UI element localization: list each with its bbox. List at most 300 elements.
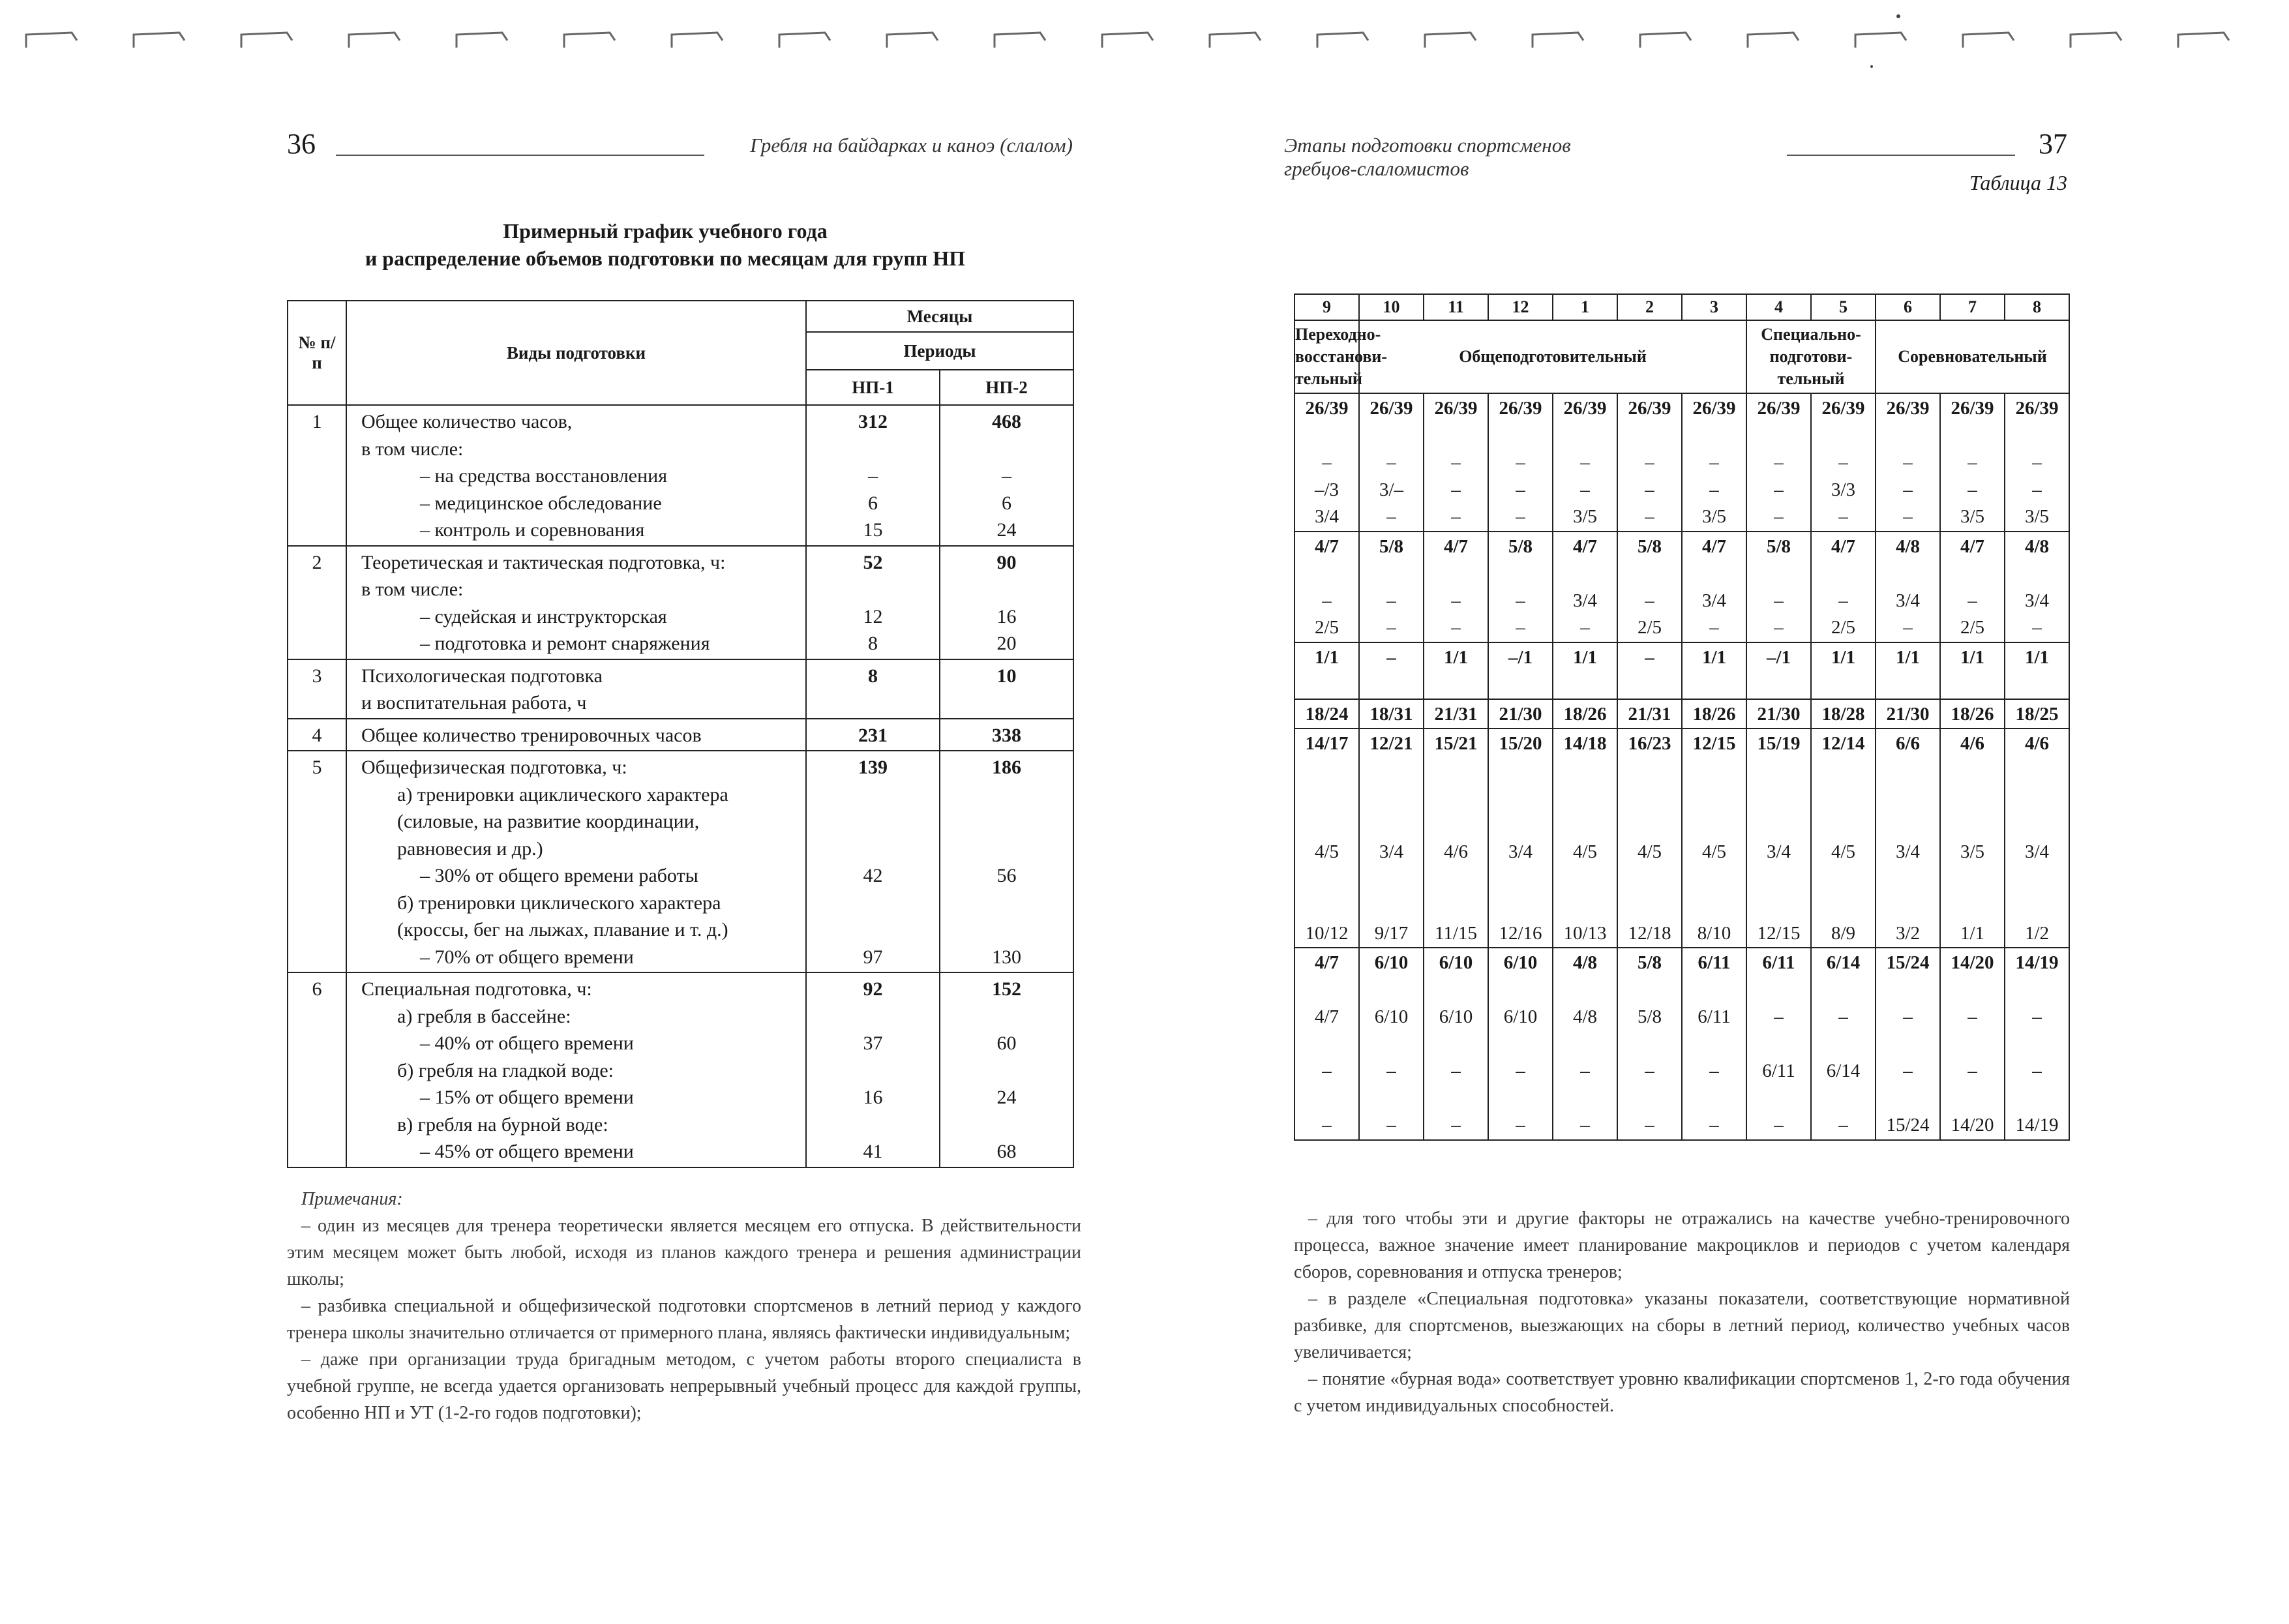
cell-value — [1424, 893, 1488, 920]
row-number: 2 — [288, 546, 346, 659]
cell-value — [2005, 785, 2069, 812]
header-np1: НП-1 — [806, 370, 940, 405]
month-cell — [1811, 642, 1876, 699]
np2-value: 16 — [996, 605, 1017, 627]
cell-value — [1747, 423, 1810, 450]
np2-value — [940, 916, 1073, 944]
cell-value — [1876, 1031, 1939, 1059]
cell-value: 12/18 — [1628, 922, 1671, 944]
month-header: 5 — [1811, 294, 1876, 320]
cell-value: – — [1451, 617, 1461, 638]
np2-values — [940, 751, 1073, 972]
month-cell — [1617, 532, 1682, 642]
cell-value — [1424, 423, 1488, 450]
month-cell — [1488, 699, 1553, 729]
cell-value: – — [2032, 617, 2042, 638]
cell-value: – — [1967, 1060, 1977, 1081]
cell-value — [1747, 1031, 1810, 1059]
cell-value: 4/8 — [2024, 535, 2050, 557]
month-cell — [1617, 642, 1682, 699]
note-left-2: – разбивка специальной и общефизической подготовки спортсменов в летний период у каждого тренера школы значительно отличается от примерного плана, являясь фактически индивидуальным; — [287, 1296, 1081, 1343]
cell-value — [1941, 1031, 2004, 1059]
cell-value — [1489, 423, 1552, 450]
cell-value: – — [1645, 590, 1654, 611]
cell-value: – — [1838, 452, 1848, 473]
cell-value — [1489, 1031, 1552, 1059]
cell-value: – — [1645, 646, 1654, 668]
cell-value: 4/5 — [1701, 841, 1727, 862]
cell-value: – — [1774, 617, 1784, 638]
month-cell — [1617, 393, 1682, 532]
cell-value: 5/8 — [1379, 535, 1404, 557]
cell-value: 6/14 — [1826, 952, 1861, 973]
month-cell — [1424, 642, 1488, 699]
cell-value — [1360, 671, 1423, 699]
month-cell — [1294, 532, 1359, 642]
cell-value: 5/8 — [1637, 1006, 1662, 1027]
cell-value: – — [1774, 452, 1784, 473]
month-cell — [1811, 729, 1876, 948]
cell-value: 3/4 — [1508, 841, 1533, 862]
cell-value — [1683, 893, 1746, 920]
header-num: № п/п — [288, 301, 346, 405]
cell-value — [1553, 812, 1617, 839]
monthly-distribution-table — [1294, 293, 2070, 1141]
cell-value: – — [1322, 452, 1332, 473]
row-number: 4 — [288, 719, 346, 751]
cell-value: 14/20 — [1951, 952, 1994, 973]
cell-value: – — [1386, 617, 1396, 638]
cell-value: 2/5 — [1831, 617, 1856, 638]
month-cell — [1294, 948, 1359, 1140]
cell-value: 6/14 — [1826, 1060, 1861, 1081]
cell-value: 4/7 — [1831, 535, 1856, 557]
month-cell — [2005, 532, 2069, 642]
cell-value: 21/30 — [1757, 703, 1801, 725]
np2-value — [940, 1111, 1073, 1139]
cell-value — [1295, 812, 1358, 839]
cell-value: – — [1838, 506, 1848, 527]
cell-value: 4/5 — [1831, 841, 1856, 862]
row-description — [346, 659, 806, 719]
cell-value: 4/7 — [1314, 952, 1339, 973]
cell-value — [1747, 1085, 1810, 1113]
cell-value: – — [1386, 506, 1396, 527]
cell-value — [1424, 758, 1488, 785]
cell-value: 14/19 — [2015, 952, 2059, 973]
cell-value — [1876, 977, 1939, 1004]
cell-value: 12/15 — [1692, 733, 1736, 754]
cell-value — [1876, 785, 1939, 812]
cell-value — [2005, 893, 2069, 920]
cell-value — [2005, 977, 2069, 1004]
cell-value: 3/5 — [1572, 506, 1598, 527]
cell-value — [1553, 1031, 1617, 1059]
np2-value: 90 — [996, 551, 1017, 573]
month-cell — [1746, 642, 1811, 699]
row-description — [346, 546, 806, 659]
table-title-line-1: Примерный график учебного года — [503, 219, 828, 243]
cell-value: – — [1645, 1060, 1654, 1081]
block-row — [1294, 699, 2069, 729]
np1-value: 37 — [863, 1032, 883, 1054]
cell-value: 8/9 — [1831, 922, 1856, 944]
cell-value — [1683, 812, 1746, 839]
cell-value: – — [1709, 452, 1719, 473]
cell-value — [1360, 1031, 1423, 1059]
np2-value — [940, 808, 1073, 835]
cell-value — [1876, 758, 1939, 785]
cell-value — [1360, 423, 1423, 450]
cell-value — [1553, 893, 1617, 920]
month-cell — [1359, 699, 1424, 729]
table-row — [288, 719, 1073, 751]
period-header: Общеподготовительный — [1359, 320, 1746, 393]
cell-value — [1747, 893, 1810, 920]
cell-value: 21/31 — [1434, 703, 1478, 725]
cell-value: 2/5 — [1314, 617, 1339, 638]
cell-value — [1812, 1085, 1875, 1113]
cell-value — [1941, 671, 2004, 699]
cell-value: – — [1709, 617, 1719, 638]
cell-value: – — [1322, 1060, 1332, 1081]
row-line: Общее количество тренировочных часов — [361, 724, 702, 746]
cell-value: 3/5 — [1960, 506, 1985, 527]
cell-value: – — [2032, 1006, 2042, 1027]
np2-values — [940, 546, 1073, 659]
cell-value: 18/25 — [2015, 703, 2059, 725]
cell-value: 8/10 — [1697, 922, 1731, 944]
cell-value — [1876, 560, 1939, 588]
cell-value — [1876, 866, 1939, 894]
month-cell — [1294, 393, 1359, 532]
cell-value — [1360, 977, 1423, 1004]
cell-value — [1747, 560, 1810, 588]
cell-value: – — [1580, 1060, 1590, 1081]
month-header: 10 — [1359, 294, 1424, 320]
cell-value: 15/24 — [1886, 952, 1930, 973]
cell-value: 9/17 — [1374, 922, 1409, 944]
cell-value: 6/10 — [1439, 952, 1473, 973]
period-header: Соревновательный — [1876, 320, 2069, 393]
row-line: Теоретическая и тактическая подготовка, ч: — [361, 551, 726, 573]
cell-value — [1360, 812, 1423, 839]
cell-value: – — [1580, 479, 1590, 500]
cell-value: 26/39 — [1563, 398, 1607, 419]
month-header: 11 — [1424, 294, 1488, 320]
month-cell — [1746, 393, 1811, 532]
running-head-left: Гребля на байдарках и каноэ (слалом) — [750, 134, 1073, 157]
cell-value: – — [1516, 1115, 1525, 1135]
row-line: – 40% от общего времени — [420, 1032, 634, 1054]
month-cell — [1746, 729, 1811, 948]
np1-value: 97 — [863, 946, 883, 968]
cell-value: 2/5 — [1637, 617, 1662, 638]
month-cell — [1359, 948, 1424, 1140]
block-row — [1294, 948, 2069, 1140]
cell-value: 26/39 — [1757, 398, 1801, 419]
np1-value: 139 — [858, 757, 888, 778]
cell-value — [1941, 866, 2004, 894]
cell-value: – — [1516, 1060, 1525, 1081]
month-cell — [1682, 729, 1746, 948]
np2-value — [940, 576, 1073, 603]
cell-value: – — [1386, 452, 1396, 473]
cell-value — [1553, 560, 1617, 588]
cell-value: 6/11 — [1698, 952, 1731, 973]
cell-value — [1941, 785, 2004, 812]
page-number-left: 36 — [287, 128, 316, 160]
cell-value — [1553, 671, 1617, 699]
month-cell — [1359, 393, 1424, 532]
np2-value — [940, 835, 1073, 863]
cell-value: 4/5 — [1572, 841, 1598, 862]
month-cell — [1746, 699, 1811, 729]
cell-value — [1812, 560, 1875, 588]
month-cell — [1682, 948, 1746, 1140]
cell-value — [1683, 671, 1746, 699]
np1-value: 8 — [868, 665, 878, 687]
cell-value — [1489, 977, 1552, 1004]
np2-values — [940, 719, 1073, 751]
np2-value: – — [1002, 465, 1011, 487]
cell-value — [2005, 812, 2069, 839]
cell-value: – — [1967, 452, 1977, 473]
cell-value — [1747, 977, 1810, 1004]
cell-value: 6/10 — [1503, 952, 1538, 973]
month-cell — [1876, 948, 1940, 1140]
cell-value — [1876, 671, 1939, 699]
np1-value: 92 — [863, 978, 883, 1000]
cell-value: – — [1709, 1060, 1719, 1081]
note-right-1: – для того чтобы эти и другие факторы не отражались на качестве учебно-тренировочного процесса, важное значение имеет планирование макроциклов и периодов с учетом календаря сборов, соревнования и отпуска тренеров; — [1294, 1209, 2070, 1282]
np1-value — [807, 835, 939, 863]
cell-value: – — [1322, 590, 1332, 611]
cell-value — [1683, 977, 1746, 1004]
row-line: Общее количество часов, — [361, 411, 573, 432]
month-cell — [1940, 642, 2005, 699]
cell-value — [1618, 671, 1681, 699]
month-cell — [1940, 393, 2005, 532]
cell-value: – — [1516, 506, 1525, 527]
month-cell — [1488, 532, 1553, 642]
np1-values — [806, 972, 940, 1167]
cell-value — [1553, 866, 1617, 894]
cell-value: 3/4 — [1895, 841, 1921, 862]
cell-value: 15/24 — [1886, 1115, 1930, 1135]
cell-value: 18/26 — [1563, 703, 1607, 725]
cell-value — [1683, 1031, 1746, 1059]
cell-value: – — [2032, 452, 2042, 473]
np2-value: 130 — [992, 946, 1021, 968]
np1-value: 52 — [863, 551, 883, 573]
header-np2: НП-2 — [940, 370, 1073, 405]
month-cell — [1294, 729, 1359, 948]
month-cell — [1488, 729, 1553, 948]
cell-value: 1/1 — [1443, 646, 1469, 668]
cell-value — [1360, 560, 1423, 588]
cell-value — [2005, 1031, 2069, 1059]
cell-value: 4/7 — [1314, 535, 1339, 557]
cell-value — [1941, 812, 2004, 839]
cell-value — [1553, 785, 1617, 812]
cell-value: 15/21 — [1434, 733, 1478, 754]
table-row — [288, 659, 1073, 719]
np1-value: 15 — [863, 519, 883, 541]
np1-value — [807, 576, 939, 603]
row-line: в) гребля на бурной воде: — [397, 1113, 608, 1135]
cell-value — [2005, 758, 2069, 785]
cell-value — [1812, 671, 1875, 699]
cell-value: 12/16 — [1499, 922, 1542, 944]
np2-value: 468 — [992, 411, 1021, 432]
cell-value — [1876, 423, 1939, 450]
cell-value — [1360, 866, 1423, 894]
np2-values — [940, 972, 1073, 1167]
cell-value — [1489, 560, 1552, 588]
np1-value: – — [868, 465, 878, 487]
cell-value: – — [1709, 1115, 1719, 1135]
cell-value: 3/4 — [1314, 506, 1339, 527]
cell-value — [1424, 977, 1488, 1004]
cell-value: – — [1967, 479, 1977, 500]
cell-value: 14/19 — [2015, 1115, 2059, 1135]
cell-value: 26/39 — [1951, 398, 1994, 419]
cell-value: 3/5 — [1701, 506, 1727, 527]
row-line: а) гребля в бассейне: — [397, 1005, 571, 1027]
cell-value: 6/11 — [1762, 1060, 1795, 1081]
cell-value: 26/39 — [2015, 398, 2059, 419]
running-head-right: Этапы подготовки спортсменов гребцов-слаломистов — [1284, 134, 1571, 180]
cell-value — [1683, 758, 1746, 785]
cell-value — [1812, 758, 1875, 785]
month-header: 4 — [1746, 294, 1811, 320]
cell-value: – — [1903, 479, 1913, 500]
np1-value: 6 — [868, 492, 878, 514]
cell-value — [1295, 758, 1358, 785]
cell-value: 14/20 — [1951, 1115, 1994, 1135]
np1-value: 12 — [863, 605, 883, 627]
month-header: 8 — [2005, 294, 2069, 320]
cell-value — [1683, 423, 1746, 450]
cell-value: 6/10 — [1439, 1006, 1473, 1027]
cell-value: 4/8 — [1572, 1006, 1598, 1027]
cell-value: – — [1386, 590, 1396, 611]
cell-value — [1812, 977, 1875, 1004]
cell-value: 26/39 — [1499, 398, 1542, 419]
notes-left — [287, 1186, 1081, 1426]
np1-value: 8 — [868, 633, 878, 654]
cell-value: 6/11 — [1698, 1006, 1731, 1027]
cell-value: 3/4 — [2024, 590, 2050, 611]
cell-value: 12/15 — [1757, 922, 1801, 944]
cell-value: – — [1903, 1006, 1913, 1027]
month-cell — [1682, 393, 1746, 532]
np1-value — [807, 916, 939, 944]
cell-value — [1424, 1085, 1488, 1113]
cell-value — [1360, 1085, 1423, 1113]
cell-value: – — [1580, 1115, 1590, 1135]
month-cell — [1682, 642, 1746, 699]
cell-value — [1424, 866, 1488, 894]
cell-value: 4/8 — [1895, 535, 1921, 557]
header-rule-right — [1787, 155, 2015, 156]
month-cell — [1488, 393, 1553, 532]
cell-value: 6/11 — [1762, 952, 1795, 973]
cell-value: 15/20 — [1499, 733, 1542, 754]
cell-value — [1424, 671, 1488, 699]
cell-value — [1553, 758, 1617, 785]
row-number: 6 — [288, 972, 346, 1167]
month-header: 6 — [1876, 294, 1940, 320]
cell-value: 5/8 — [1637, 535, 1662, 557]
cell-value: – — [1451, 590, 1461, 611]
cell-value: – — [1516, 617, 1525, 638]
np2-value: 338 — [992, 724, 1021, 746]
table-row — [288, 546, 1073, 659]
cell-value: 6/6 — [1895, 733, 1921, 754]
cell-value — [1812, 812, 1875, 839]
cell-value: – — [1903, 452, 1913, 473]
cell-value: 18/24 — [1305, 703, 1349, 725]
cell-value: 6/10 — [1374, 952, 1409, 973]
cell-value: 10/13 — [1563, 922, 1607, 944]
cell-value — [1489, 893, 1552, 920]
cell-value — [1295, 1085, 1358, 1113]
cell-value — [1941, 423, 2004, 450]
cell-value: – — [1580, 617, 1590, 638]
cell-value — [1618, 893, 1681, 920]
table-title-line-2: и распределение объемов подготовки по месяцам для групп НП — [365, 247, 966, 270]
np2-values — [940, 659, 1073, 719]
cell-value — [1747, 812, 1810, 839]
cell-value — [1618, 812, 1681, 839]
month-cell — [1424, 699, 1488, 729]
row-line: Специальная подготовка, ч: — [361, 978, 592, 1000]
np2-value: 24 — [996, 1087, 1017, 1108]
month-cell — [1488, 948, 1553, 1140]
np2-value: 152 — [992, 978, 1021, 1000]
cell-value — [1812, 866, 1875, 894]
cell-value — [1489, 758, 1552, 785]
scan-speck — [1870, 65, 1873, 68]
cell-value: – — [1386, 1060, 1396, 1081]
header-periods: Периоды — [806, 332, 1073, 370]
cell-value — [1489, 785, 1552, 812]
month-header: 7 — [1940, 294, 2005, 320]
cell-value: 26/39 — [1434, 398, 1478, 419]
np2-value: 186 — [992, 757, 1021, 778]
scan-speck — [1896, 14, 1900, 18]
month-header: 3 — [1682, 294, 1746, 320]
cell-value: 3/4 — [1895, 590, 1921, 611]
cell-value: 21/30 — [1886, 703, 1930, 725]
cell-value — [2005, 866, 2069, 894]
row-description — [346, 751, 806, 972]
np2-value: 60 — [996, 1032, 1017, 1054]
np2-value: 24 — [996, 519, 1017, 541]
month-cell — [1359, 729, 1424, 948]
cell-value: – — [1451, 479, 1461, 500]
cell-value: 3/4 — [1701, 590, 1727, 611]
cell-value: 4/7 — [1701, 535, 1727, 557]
month-header: 9 — [1294, 294, 1359, 320]
month-cell — [1811, 948, 1876, 1140]
table-row — [288, 751, 1073, 972]
month-cell — [1359, 642, 1424, 699]
cell-value: 12/14 — [1821, 733, 1865, 754]
cell-value: 1/1 — [1831, 646, 1856, 668]
